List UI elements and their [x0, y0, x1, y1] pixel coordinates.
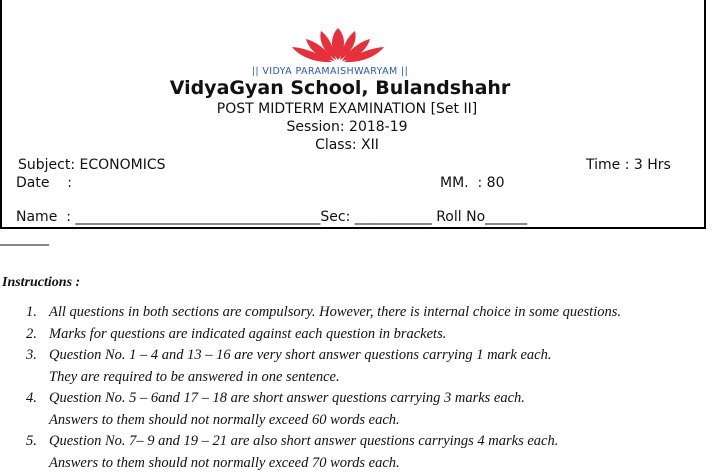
instruction-number: 2.	[26, 325, 37, 342]
instruction-item	[0, 302, 724, 324]
school-tagline: || VIDYA PARAMAISHWARYAM ||	[251, 66, 409, 77]
instructions-list	[0, 302, 724, 474]
sec-blank: ___________	[354, 209, 432, 225]
instruction-item	[0, 345, 724, 388]
instruction-number: 5.	[26, 433, 37, 449]
instructions-title: Instructions :	[2, 275, 81, 290]
instruction-text: All questions in both sections are compulsory. However, there is internal choice in some questions.	[49, 304, 622, 320]
instruction-number: 3.	[26, 347, 37, 363]
sec-label: Sec:	[320, 209, 355, 225]
instruction-text: Question No. 5 – 6and 17 – 18 are short answer questions carrying 3 marks each.	[49, 390, 525, 406]
instruction-text: Question No. 7– 9 and 19 – 21 are also short answer questions carryings 4 marks each.	[49, 433, 559, 449]
name-blank: ___________________________________	[75, 209, 321, 225]
roll-label: Roll No	[436, 209, 486, 225]
roll-blank-overflow: _______	[0, 230, 49, 246]
instruction-continuation: They are required to be answered in one sentence.	[49, 368, 340, 385]
roll-blank: ______	[485, 209, 528, 225]
instruction-item	[0, 324, 724, 346]
instruction-item	[0, 431, 724, 474]
max-marks-label: MM. : 80	[440, 175, 505, 191]
instruction-number: 1.	[26, 304, 37, 320]
subject-label: Subject: ECONOMICS	[18, 157, 166, 173]
instruction-continuation: Answers to them should not normally exceed 70 words each.	[49, 454, 400, 471]
name-label: Name :	[16, 209, 76, 225]
name-row	[16, 208, 527, 226]
instruction-text: Marks for questions are indicated against each question in brackets.	[49, 325, 447, 342]
time-label: Time : 3 Hrs	[586, 157, 671, 173]
instruction-item	[0, 388, 724, 431]
lotus-logo-icon	[288, 26, 388, 64]
instruction-text: Question No. 1 – 4 and 13 – 16 are very short answer questions carrying 1 mark each.	[49, 347, 552, 363]
exam-class: Class: XII	[315, 137, 379, 153]
school-name: VidyaGyan School, Bulandshahr	[169, 77, 511, 99]
instruction-continuation: Answers to them should not normally exceed 60 words each.	[49, 411, 400, 428]
exam-title: POST MIDTERM EXAMINATION [Set II]	[216, 101, 478, 117]
instruction-number: 4.	[26, 390, 37, 406]
date-label: Date :	[16, 175, 72, 191]
exam-session: Session: 2018-19	[286, 119, 408, 135]
